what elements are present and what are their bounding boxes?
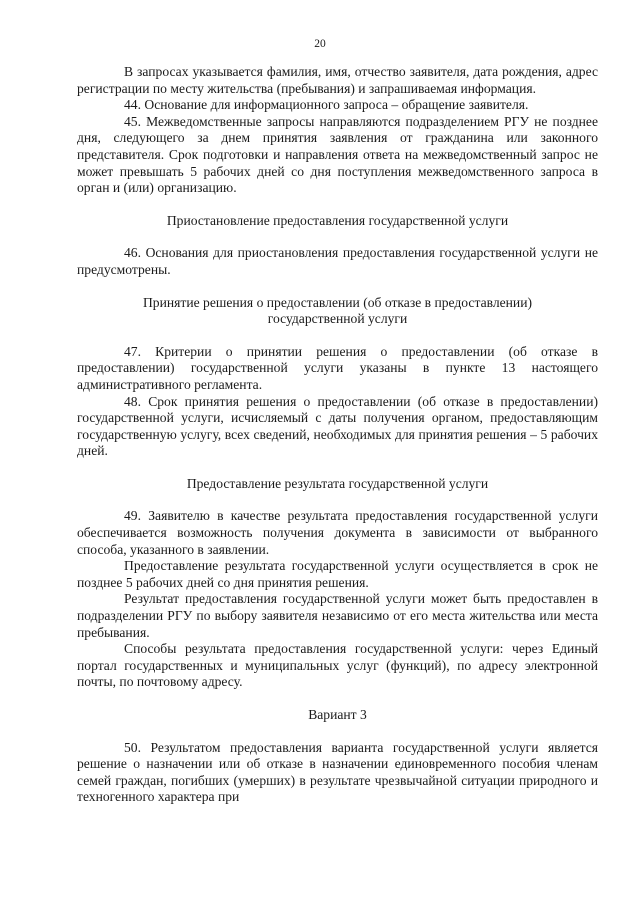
page-number: 20	[314, 38, 326, 50]
paragraph-44: 44. Основание для информационного запроса – обращение заявителя.	[124, 97, 529, 113]
paragraph-45: 45. Межведомственные запросы направляются подразделением РГУ не позднее дня, следующего за днем принятия заявления от гражданина или законного представителя. Срок подготовки и направления ответа на межведомственный запрос не может превышать 5 рабочих дней со дня поступления межведомственного запроса в орган и (или) организацию.	[77, 113, 598, 196]
heading-decision-line-1: Принятие решения о предоставлении (об отказе в предоставлении)	[142, 294, 533, 310]
heading-decision	[77, 295, 598, 328]
paragraph-46: 46. Основания для приостановления предоставления государственной услуги не предусмотрены.	[77, 245, 598, 277]
heading-variant-3: Вариант 3	[308, 707, 367, 722]
paragraph-49-location: Результат предоставления государственной услуги может быть предоставлен в подразделении РГУ по выбору заявителя независимо от его места жительства или места пребывания.	[77, 591, 598, 640]
heading-result: Предоставление результата государственной услуги	[186, 475, 489, 491]
document-body	[77, 64, 598, 806]
paragraph-50: 50. Результатом предоставления варианта государственной услуги является решение о назначении или об отказе в назначении единовременного пособия членам семей граждан, погибших (умерших) в результате чрезвычайной ситуации природного и техногенного характера при	[77, 739, 598, 805]
heading-decision-line-2: государственной услуги	[267, 311, 408, 327]
paragraph-request-contents: В запросах указывается фамилия, имя, отчество заявителя, дата рождения, адрес регистрации по месту жительства (пребывания) и запрашиваемая информация.	[77, 64, 598, 96]
heading-suspension: Приостановление предоставления государственной услуги	[166, 212, 509, 228]
paragraph-49-term: Предоставление результата государственной услуги осуществляется в срок не позднее 5 рабочих дней со дня принятия решения.	[77, 558, 598, 590]
paragraph-47: 47. Критерии о принятии решения о предоставлении (об отказе в предоставлении) государственной услуги указаны в пункте 13 настоящего административного регламента.	[77, 343, 598, 392]
paragraph-48: 48. Срок принятия решения о предоставлении (об отказе в предоставлении) государственной услуги, исчисляемый с даты получения органом, предоставляющим государственную услугу, всех сведений, необходимых для принятия решения – 5 рабочих дней.	[77, 393, 598, 459]
paragraph-49-methods: Способы результата предоставления государственной услуги: через Единый портал государственных и муниципальных услуг (функций), по адресу электронной почты, по почтовому адресу.	[77, 641, 598, 690]
paragraph-49: 49. Заявителю в качестве результата предоставления государственной услуги обеспечивается возможность получения документа в зависимости от выбранного способа, указанного в заявлении.	[77, 508, 598, 557]
